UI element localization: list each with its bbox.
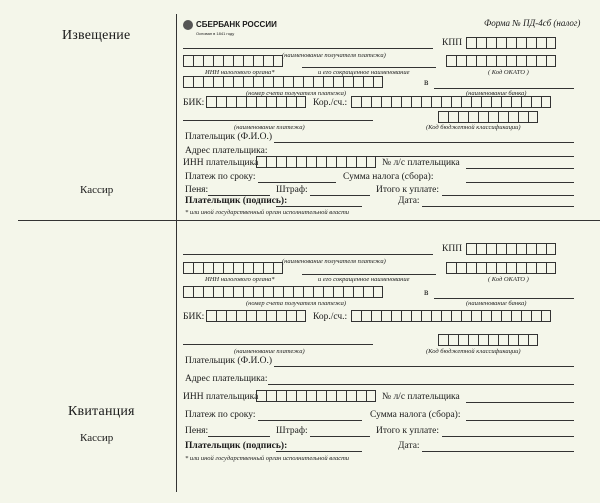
notice-title: Извещение xyxy=(62,28,131,43)
footnote-top: * или иной государственный орган исполнительной власти xyxy=(185,209,350,216)
fine-line-2[interactable] xyxy=(310,436,370,437)
inn-tax-boxes[interactable] xyxy=(183,55,283,67)
okato-caption: ( Код ОКАТО ) xyxy=(488,69,529,76)
recipient-line-2[interactable] xyxy=(183,254,433,255)
account-caption-2: (номер счета получателя платежа) xyxy=(246,300,347,307)
total-line[interactable] xyxy=(442,195,574,196)
address-line-2[interactable] xyxy=(268,384,574,385)
kbk-boxes[interactable] xyxy=(438,111,538,123)
fine-label: Штраф: xyxy=(276,185,308,195)
recipient-caption: (наименование получателя платежа) xyxy=(282,52,386,59)
kbk-boxes-2[interactable] xyxy=(438,334,538,346)
bik-boxes-2[interactable] xyxy=(206,310,306,322)
total-line-2[interactable] xyxy=(442,436,574,437)
payment-name-caption: (наименование платежа) xyxy=(234,124,305,131)
kpp-label: КПП xyxy=(442,38,463,48)
ls-line-2[interactable] xyxy=(466,402,574,403)
bank-name-line[interactable] xyxy=(434,88,574,89)
footnote-bottom: * или иной государственный орган исполнительной власти xyxy=(185,455,350,462)
sign-line[interactable] xyxy=(276,206,362,207)
total-label: Итого к уплате: xyxy=(376,185,439,195)
address-label: Адрес плательщика: xyxy=(185,146,268,156)
peni-label-2: Пеня: xyxy=(185,426,209,436)
inn-payer-label-2: ИНН плательщика xyxy=(183,392,259,402)
sberbank-logo-icon xyxy=(183,20,193,30)
date-line-2[interactable] xyxy=(422,451,574,452)
bank-name-line-2[interactable] xyxy=(434,298,574,299)
in-label-2: в xyxy=(424,288,429,298)
peni-line-2[interactable] xyxy=(208,436,270,437)
corr-boxes[interactable] xyxy=(351,96,551,108)
peni-label: Пеня: xyxy=(185,185,209,195)
account-boxes[interactable] xyxy=(183,76,383,88)
payer-label: Плательщик (Ф.И.О.) xyxy=(185,132,273,142)
bank-logo-text: СБЕРБАНК РОССИИ xyxy=(196,20,277,29)
bank-name-caption-2: (наименование банка) xyxy=(466,300,527,307)
ls-line[interactable] xyxy=(466,168,574,169)
short-name-caption-2: и его сокращенное наименование xyxy=(318,276,410,283)
okato-boxes[interactable] xyxy=(446,55,556,67)
date-label: Дата: xyxy=(398,196,420,206)
payer-line-2[interactable] xyxy=(274,366,574,367)
tax-sum-line[interactable] xyxy=(466,182,574,183)
sign-label-2: Плательщик (подпись): xyxy=(185,441,288,451)
cashier-label-bottom: Кассир xyxy=(80,432,114,444)
bik-boxes[interactable] xyxy=(206,96,306,108)
in-label: в xyxy=(424,78,429,88)
date-label-2: Дата: xyxy=(398,441,420,451)
due-label: Платеж по сроку: xyxy=(185,172,256,182)
form-number: Форма № ПД-4сб (налог) xyxy=(484,18,581,28)
account-caption: (номер счета получателя платежа) xyxy=(246,90,347,97)
inn-tax-caption: ИНН налогового органа* xyxy=(205,69,275,76)
horizontal-divider xyxy=(18,220,600,221)
payment-name-caption-2: (наименование платежа) xyxy=(234,348,305,355)
inn-tax-caption-2: ИНН налогового органа* xyxy=(205,276,275,283)
address-label-2: Адрес плательщика: xyxy=(185,374,268,384)
bank-logo-sub: Основан в 1841 году xyxy=(196,31,235,36)
okato-caption-2: ( Код ОКАТО ) xyxy=(488,276,529,283)
date-line[interactable] xyxy=(422,206,574,207)
fine-line[interactable] xyxy=(310,195,370,196)
total-label-2: Итого к уплате: xyxy=(376,426,439,436)
fine-label-2: Штраф: xyxy=(276,426,308,436)
sign-label: Плательщик (подпись): xyxy=(185,196,288,206)
tax-sum-label-2: Сумма налога (сбора): xyxy=(370,410,461,420)
ls-label: № л/с плательщика xyxy=(382,158,460,168)
payer-label-2: Плательщик (Ф.И.О.) xyxy=(185,356,273,366)
short-name-caption: и его сокращенное наименование xyxy=(318,69,410,76)
recipient-caption-2: (наименование получателя платежа) xyxy=(282,258,386,265)
kpp-boxes[interactable] xyxy=(466,37,556,49)
due-label-2: Платеж по сроку: xyxy=(185,410,256,420)
due-line[interactable] xyxy=(258,182,336,183)
kpp-label-2: КПП xyxy=(442,244,463,254)
ls-label-2: № л/с плательщика xyxy=(382,392,460,402)
bank-name-caption: (наименование банка) xyxy=(466,90,527,97)
short-name-line[interactable] xyxy=(302,67,436,68)
inn-payer-label: ИНН плательщика xyxy=(183,158,259,168)
recipient-line[interactable] xyxy=(183,48,433,49)
inn-tax-boxes-2[interactable] xyxy=(183,262,283,274)
vertical-divider xyxy=(176,14,177,492)
due-line-2[interactable] xyxy=(258,420,362,421)
sign-line-2[interactable] xyxy=(276,451,362,452)
inn-payer-boxes-2[interactable] xyxy=(256,390,376,402)
cashier-label-top: Кассир xyxy=(80,184,114,196)
payment-name-line-2[interactable] xyxy=(183,344,373,345)
kbk-caption: (Код бюджетной классификации) xyxy=(426,124,521,131)
bik-label: БИК: xyxy=(183,98,205,108)
inn-payer-boxes[interactable] xyxy=(256,156,376,168)
payment-name-line[interactable] xyxy=(183,120,373,121)
corr-label: Кор./сч.: xyxy=(313,98,348,108)
corr-boxes-2[interactable] xyxy=(351,310,551,322)
kbk-caption-2: (Код бюджетной классификации) xyxy=(426,348,521,355)
tax-sum-line-2[interactable] xyxy=(466,420,574,421)
account-boxes-2[interactable] xyxy=(183,286,383,298)
payer-line[interactable] xyxy=(274,142,574,143)
corr-label-2: Кор./сч.: xyxy=(313,312,348,322)
kpp-boxes-2[interactable] xyxy=(466,243,556,255)
okato-boxes-2[interactable] xyxy=(446,262,556,274)
tax-sum-label: Сумма налога (сбора): xyxy=(343,172,434,182)
receipt-title: Квитанция xyxy=(68,404,135,419)
bik-label-2: БИК: xyxy=(183,312,205,322)
short-name-line-2[interactable] xyxy=(302,274,436,275)
